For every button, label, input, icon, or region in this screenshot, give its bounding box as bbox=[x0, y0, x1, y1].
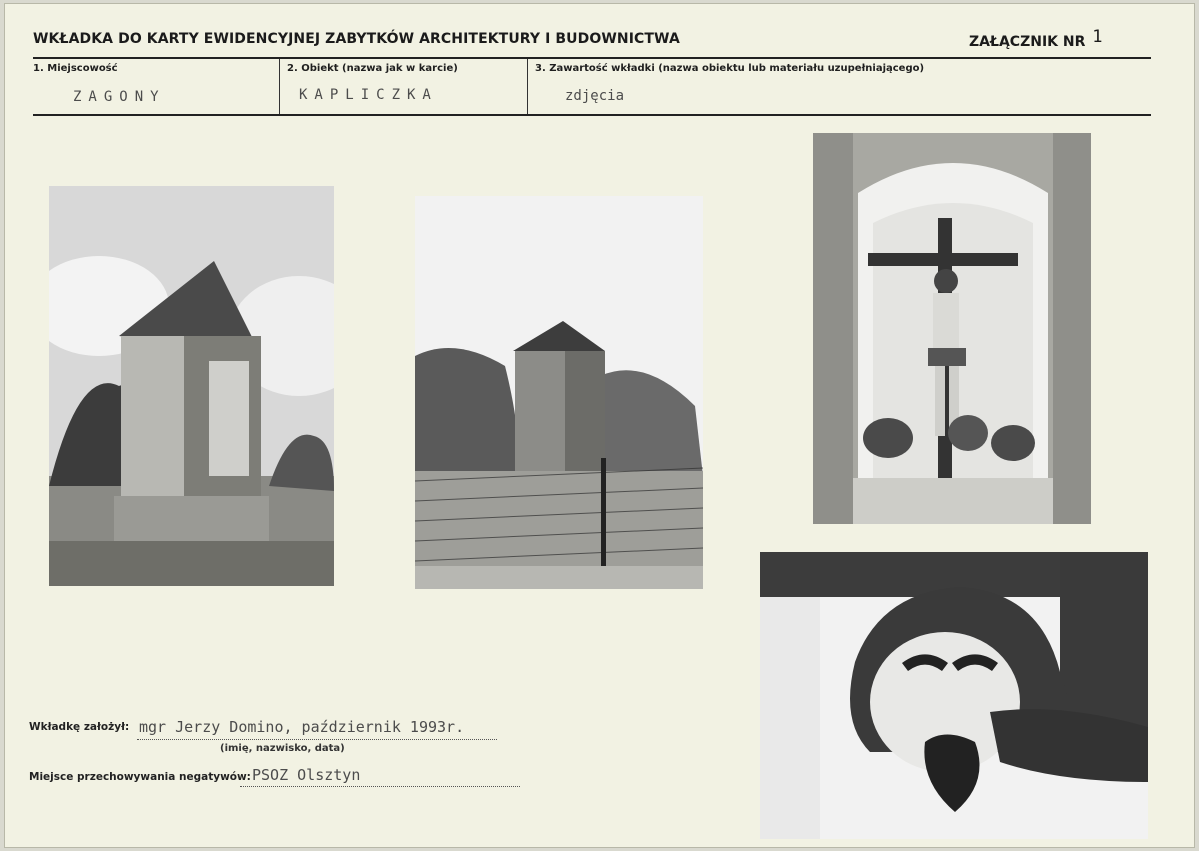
object-label: 2. Obiekt (nazwa jak w karcie) bbox=[287, 63, 458, 74]
chapel-front-image bbox=[49, 186, 334, 586]
content-label: 3. Zawartość wkładki (nazwa obiektu lub materiału uzupełniającego) bbox=[535, 63, 925, 74]
record-sheet bbox=[4, 3, 1195, 848]
annex-label bbox=[969, 27, 1103, 51]
photo-chapel-fence bbox=[415, 196, 703, 589]
negatives-label: Miejsce przechowywania negatywów: bbox=[29, 771, 251, 783]
author-caption: (imię, nazwisko, data) bbox=[220, 743, 345, 754]
locality-label: 1. Miejscowość bbox=[33, 63, 118, 74]
form-title: WKŁADKA DO KARTY EWIDENCYJNEJ ZABYTKÓW ARCHITEKTURY I BUDOWNICTWA bbox=[33, 31, 680, 47]
chapel-fence-image bbox=[415, 196, 703, 589]
annex-label-text: ZAŁĄCZNIK NR bbox=[969, 34, 1086, 50]
crucifix-niche-image bbox=[813, 133, 1091, 524]
photo-christ-head bbox=[760, 552, 1148, 839]
author-value: mgr Jerzy Domino, październik 1993r. bbox=[139, 718, 465, 736]
header-rule-top bbox=[33, 57, 1151, 59]
christ-head-image bbox=[760, 552, 1148, 839]
negatives-dotted-line bbox=[240, 786, 520, 787]
negatives-value: PSOZ Olsztyn bbox=[252, 766, 361, 784]
author-label: Wkładkę założył: bbox=[29, 721, 130, 733]
field-divider-2 bbox=[527, 59, 528, 114]
photo-crucifix-niche bbox=[813, 133, 1091, 524]
annex-number: 1 bbox=[1092, 27, 1103, 47]
object-value: KAPLICZKA bbox=[299, 87, 438, 103]
photo-chapel-front bbox=[49, 186, 334, 586]
author-dotted-line bbox=[137, 739, 497, 740]
header-rule-bottom bbox=[33, 114, 1151, 116]
field-divider-1 bbox=[279, 59, 280, 114]
locality-value: ZAGONY bbox=[73, 89, 166, 105]
content-value: zdjęcia bbox=[565, 88, 625, 104]
